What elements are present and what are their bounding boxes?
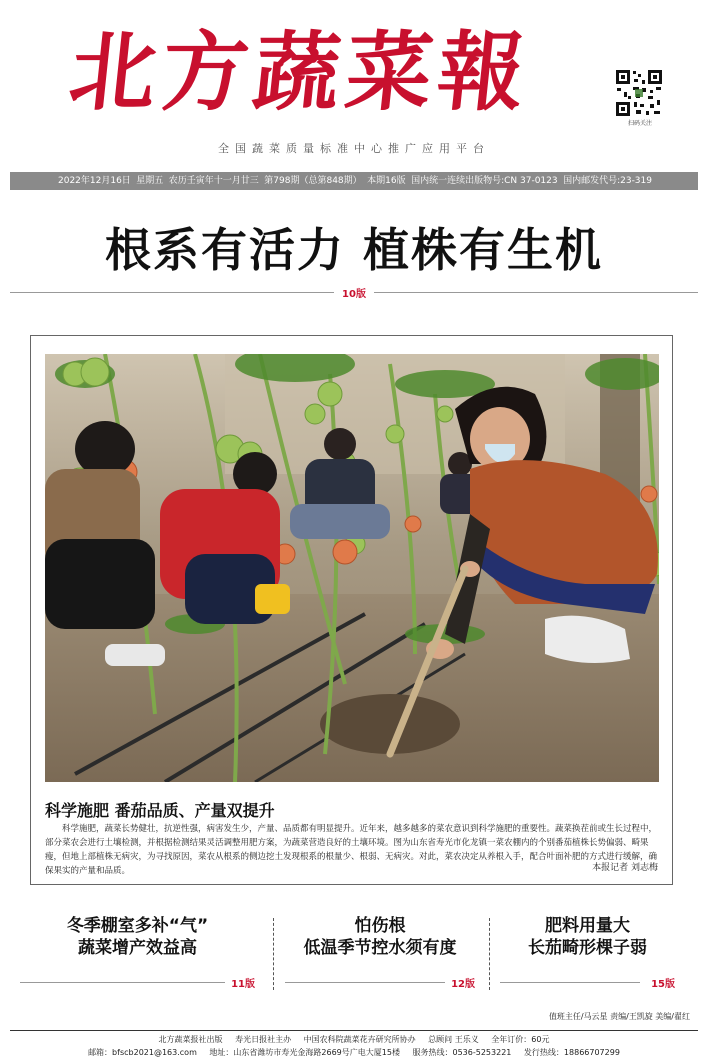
teaser-2-line1: 怕伤根 — [354, 916, 406, 936]
newspaper-title: 北方蔬菜報 — [64, 22, 536, 123]
teaser-2[interactable] — [285, 915, 475, 995]
footer-email[interactable]: 邮箱：bfscb2021@163.com — [88, 1048, 197, 1057]
issue-page-count: 本期16版 — [367, 176, 406, 186]
teaser-3[interactable] — [500, 915, 675, 995]
editors-credit: 值班主任/马云星 责编/王凯旋 美编/翟红 — [548, 1012, 690, 1021]
photo-caption-title[interactable]: 科学施肥 番茄品质、产量双提升 — [45, 801, 275, 820]
footer-publisher: 北方蔬菜报社出版 — [158, 1035, 223, 1044]
footer-service-hotline: 服务热线：0536-5253221 — [412, 1048, 512, 1057]
teaser-divider — [489, 918, 490, 990]
teaser-2-page-ref[interactable]: 12版 — [447, 975, 475, 990]
teaser-1-line1: 冬季棚室多补“气” — [66, 916, 209, 936]
tomato-greenhouse-photo — [45, 354, 659, 782]
teaser-1-rule — [20, 982, 225, 983]
issue-cn-number: 国内统一连续出版物号:CN 37-0123 — [411, 176, 558, 186]
teaser-2-rule — [285, 982, 445, 983]
teaser-3-rule — [500, 982, 640, 983]
main-headline[interactable]: 根系有活力 植株有生机 — [104, 223, 603, 277]
issue-info-bar — [10, 172, 698, 190]
teaser-row — [0, 915, 708, 995]
footer-price: 全年订价：60元 — [491, 1035, 550, 1044]
teaser-3-page-ref[interactable]: 15版 — [647, 975, 675, 990]
footer-distribution-hotline: 发行热线：18866707299 — [523, 1048, 620, 1057]
teaser-1-page-ref[interactable]: 11版 — [227, 975, 255, 990]
footer-address: 地址：山东省潍坊市寿光金海路2669号广电大厦15楼 — [209, 1048, 400, 1057]
teaser-divider — [273, 918, 274, 990]
photo-caption-body: 科学施肥，蔬菜长势健壮，抗逆性强，病害发生少，产量、品质都有明显提升。近年来，越多越多的菜农意识到科学施肥的重要性。蔬菜换茬前或生长过程中，部分菜农会进行土壤检测，并根据检测结果灵活调整用肥方案，为蔬菜营造良好的土壤环境。图为山东省寿光市化龙镇一菜农棚内的个别番茄植株长势偏弱、畸果瘦，但地上部植株无病灾，为寻找原因，菜农从根系的侧边挖土发现根系的根量少、根弱、无病灾。对此，菜农决定从养根入手，配合叶面补肥的方式进行缓解，确保果实的产量和品质。 — [45, 824, 658, 876]
qr-code-icon — [614, 68, 664, 118]
photo-caption-author: 本报记者 刘志梅 — [592, 863, 658, 873]
footer-advisor: 总顾问 王乐义 — [428, 1035, 479, 1044]
issue-lunar-date: 农历壬寅年十一月廿三 — [168, 176, 259, 186]
teaser-2-line2: 低温季节控水须有度 — [303, 938, 457, 958]
slogan: 全国蔬菜质量标准中心推广应用平台 — [218, 142, 490, 155]
teaser-1-line2: 蔬菜增产效益高 — [78, 938, 197, 958]
footer-publisher-line — [0, 1034, 708, 1045]
footer-co-host: 中国农科院蔬菜花卉研究所协办 — [303, 1035, 416, 1044]
masthead — [0, 0, 708, 170]
issue-postal-code: 国内邮发代号:23-319 — [563, 176, 652, 186]
photo-story — [30, 335, 673, 885]
teaser-3-line2: 长茄畸形棵子弱 — [528, 938, 647, 958]
teaser-3-line1: 肥料用量大 — [545, 916, 630, 936]
issue-date: 2022年12月16日 — [58, 176, 131, 186]
footer-contact-line — [0, 1047, 708, 1058]
footer-host: 寿光日报社主办 — [235, 1035, 292, 1044]
teaser-1[interactable] — [20, 915, 255, 995]
footer-divider — [10, 1030, 698, 1031]
issue-number: 第798期（总第848期） — [264, 176, 362, 186]
issue-weekday: 星期五 — [136, 176, 164, 186]
qr-code-label: 扫码关注 — [627, 120, 652, 127]
headline-page-ref[interactable]: 10版 — [334, 285, 374, 299]
